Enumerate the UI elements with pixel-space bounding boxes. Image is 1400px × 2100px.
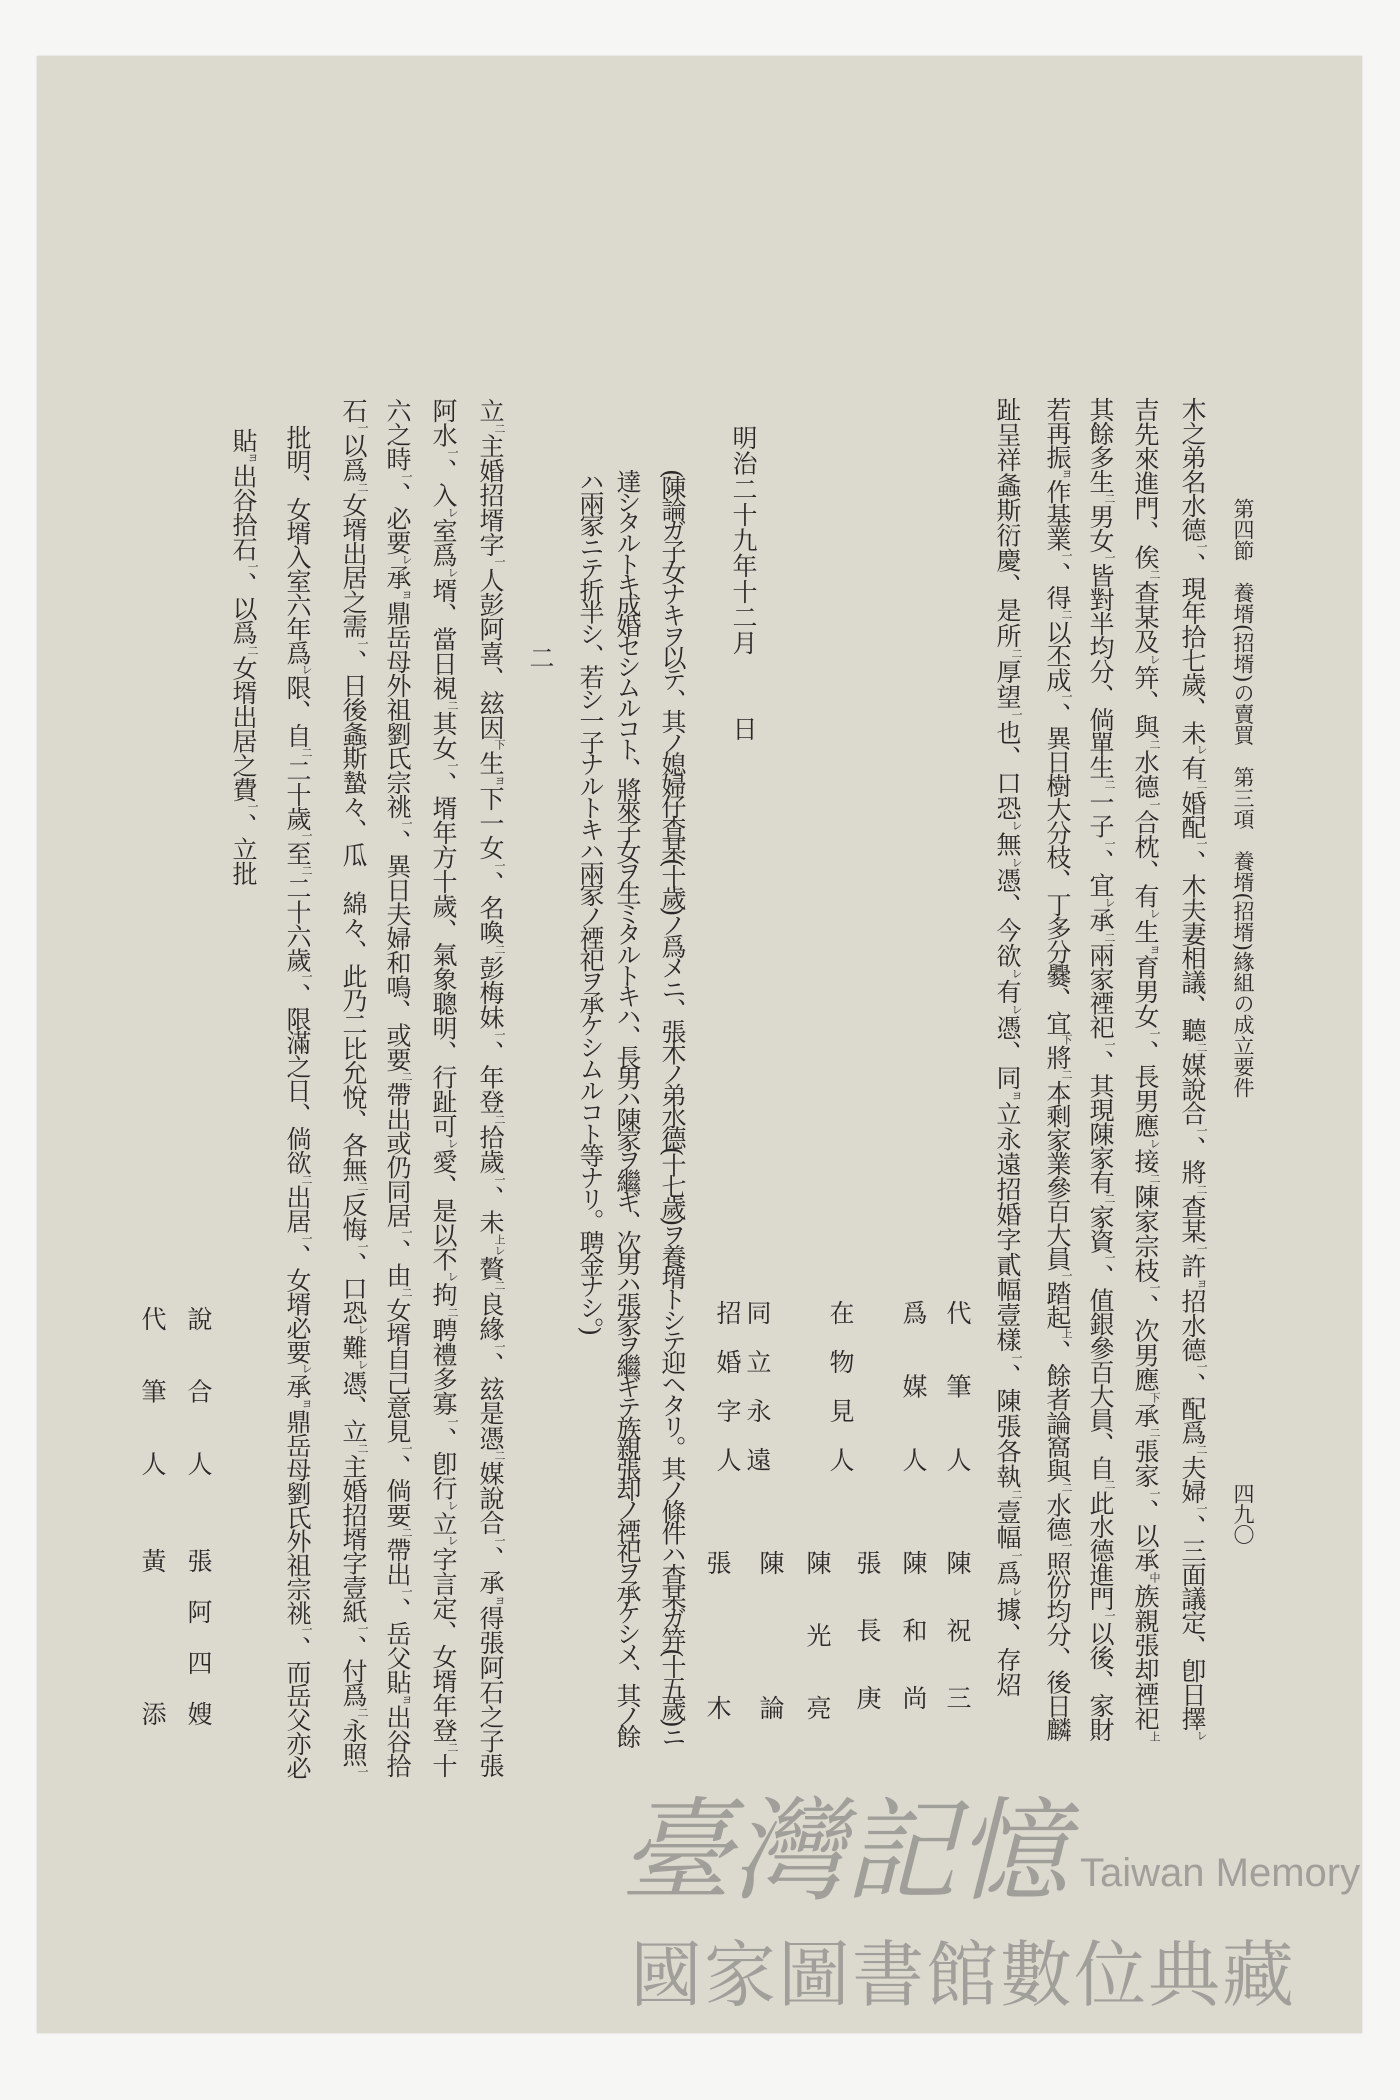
signatory-name-groom-party: 張木	[703, 1550, 732, 1840]
kunten-mark: レ	[1195, 744, 1208, 756]
kunten-mark: レ	[446, 1137, 459, 1149]
kunten-mark: 二	[1195, 779, 1208, 791]
kunten-mark: 二	[356, 481, 369, 493]
kunten-mark: 一	[493, 556, 506, 568]
kunten-mark: 一	[356, 422, 369, 434]
kunten-mark: レ	[446, 1271, 459, 1283]
signatory-name-matchmaker-2: 張長庚	[853, 1550, 882, 1753]
taiwan-memory-watermark-logo: 臺灣記憶	[620, 1787, 1068, 1917]
kunten-mark: 二	[1195, 1183, 1208, 1195]
kunten-mark: 二	[246, 644, 259, 656]
kunten-mark: 上	[1060, 1328, 1073, 1340]
kunten-mark: 一	[300, 1624, 313, 1636]
page-number: 四九〇	[1231, 1483, 1255, 1545]
kunten-mark: 一	[400, 1585, 413, 1597]
kunten-mark: 一	[1148, 1028, 1161, 1040]
kunten-mark: 二	[1148, 1427, 1161, 1439]
taiwan-memory-watermark-english: Taiwan Memory	[1080, 1851, 1361, 1895]
kunten-mark: 一	[1195, 1502, 1208, 1514]
kunten-mark: レ	[1148, 1137, 1161, 1149]
kunten-mark: レ	[1010, 820, 1023, 832]
kunten-mark: 一	[1103, 1252, 1116, 1264]
signatory-name-co-party: 陳論	[756, 1550, 785, 1840]
kunten-mark: 二	[1148, 1173, 1161, 1185]
kunten-mark: 二	[493, 944, 506, 956]
kunten-mark: 二	[1195, 1041, 1208, 1053]
kunten-mark: 一	[1010, 1352, 1023, 1364]
signatory-name-matchmaker: 陳和尚	[899, 1550, 928, 1753]
kunten-mark: レ	[1103, 896, 1116, 908]
kunten-mark: 上	[1148, 1730, 1161, 1742]
kunten-mark: 二	[356, 1706, 369, 1718]
kunten-mark: 二	[400, 1071, 413, 1083]
scanned-book-page	[37, 56, 1362, 2033]
kunten-mark: ヨ	[493, 1594, 506, 1606]
kunten-mark: 一	[1148, 798, 1161, 810]
kunten-mark: ヨ	[1195, 1277, 1208, 1289]
national-library-watermark: 國家圖書館數位典藏	[630, 1933, 1297, 2017]
kunten-mark: 一	[1148, 1487, 1161, 1499]
kunten-mark: 一	[1195, 1124, 1208, 1136]
kunten-mark: ヨ	[1010, 1090, 1023, 1102]
kunten-mark: 二	[493, 1113, 506, 1125]
kunten-mark: 二	[1148, 738, 1161, 750]
signatory-role-groom-party: 招婚字人	[713, 1300, 742, 1496]
kunten-mark: 二	[1060, 1068, 1073, 1080]
contract-one-line-2: 吉先來進門、俟二查某及レ笄、與二水德一合枕、有レ生ヨ育男女一、長男應レ接二陳家宗枝一、次男應下承二張家一、以承中族親張却禋祀上	[1131, 397, 1161, 1742]
contract-two-rider-line-2: 貼ヨ出谷拾石一、以爲二女壻出居之費一、立批	[229, 428, 259, 886]
kunten-mark: 二	[356, 1442, 369, 1454]
kunten-mark: ヨ	[400, 1693, 413, 1705]
kunten-mark: 一	[1060, 550, 1073, 562]
kunten-mark: 二	[1010, 647, 1023, 659]
kunten-mark: 二	[1103, 1479, 1116, 1491]
document-number: 二	[526, 645, 555, 670]
kunten-mark: レ	[1148, 907, 1161, 919]
kunten-mark: 一	[400, 1442, 413, 1454]
kunten-mark: 一	[300, 829, 313, 841]
kunten-mark: 二	[1103, 1193, 1116, 1205]
kunten-mark: レ	[446, 1535, 459, 1547]
contract-two-line-1: 立二主婚招壻字一人彭阿喜、玆因下生ヨ下一女一、名喚二彭梅妹一、年登二拾歲一、未上レ贅二良緣一、玆是憑二媒說合一、承ヨ得張阿石之子張	[476, 398, 506, 1778]
kunten-mark: 一	[356, 637, 369, 649]
editorial-note-line-2: 達シタルトキ成婚セシムルコト、將來子女ヲ生ミタルトキハ、長男ハ陳家ヲ繼ギ、次男ハ張家ヲ繼ギテ族親張却ノ禋祀ヲ承ケシメ、其ノ餘	[613, 469, 642, 1745]
kunten-mark: 二	[300, 864, 313, 876]
kunten-mark: 二	[446, 1306, 459, 1318]
kunten-mark: 一	[493, 859, 506, 871]
kunten-mark: 一	[400, 1227, 413, 1239]
kunten-mark: 二	[446, 700, 459, 712]
kunten-mark: 一	[246, 560, 259, 572]
kunten-mark: 一	[356, 1240, 369, 1252]
signatory-role-witness: 在物見人	[826, 1300, 855, 1496]
kunten-mark: 一	[1103, 837, 1116, 849]
kunten-mark: 一	[1060, 1540, 1073, 1551]
editorial-note-line-3: ハ兩家ニテ折半シ、若シ一子ナルトキハ兩家ノ禋祀ヲ承ケシムルコト等ナリ。聘金ナシ。)	[576, 469, 605, 1333]
contract-one-line-1: 木之弟名水德一、現年拾七歲、未レ有二婚配一、木夫妻相議、聽二媒說合一、將二查某一許ヨ招水德一、配爲二夫婦一、三面議定、卽日擇レ	[1178, 397, 1208, 1742]
contract-one-line-5: 趾呈祥螽斯衍慶、是所二厚望一也、口恐レ無レ憑、今欲レ有レ憑、同ヨ立永遠招婚字貳幅壹樣一、陳張各執二壹幅一爲レ據、存炤	[993, 397, 1023, 1698]
kunten-mark: 二	[400, 1526, 413, 1538]
kunten-mark: ヨ	[246, 452, 259, 464]
kunten-mark: 一	[1103, 1038, 1116, 1050]
kunten-mark: 一	[446, 760, 459, 771]
kunten-mark: レ	[1010, 1585, 1023, 1597]
signatory-name-witness: 陳光亮	[803, 1550, 832, 1768]
kunten-mark: レ	[300, 664, 313, 676]
kunten-mark: 一	[356, 1623, 369, 1635]
kunten-mark: 一	[400, 470, 413, 482]
signatory-name-scribe-two: 黃添	[138, 1548, 167, 1854]
kunten-mark: 一	[1195, 1360, 1208, 1372]
kunten-mark: 一	[1060, 1269, 1073, 1281]
contract-date-day: 日	[729, 716, 758, 741]
kunten-mark: 下	[1060, 1034, 1073, 1046]
contract-two-line-3: 六之時一、必要レ承ヨ鼎岳母外祖劉氏宗祧一、異日夫婦和鳴、或要二帶出或仍同居一、由二女壻自己意見一、倘要二帶出一、岳父貼ヨ出谷拾	[383, 398, 413, 1778]
kunten-mark: 二	[1103, 492, 1116, 504]
kunten-mark: ヨ	[300, 1398, 313, 1410]
contract-two-line-2: 阿水一、入レ室爲レ壻、當日視二其女一、壻年方十歲、氣象聰明、行趾可レ愛、是以不レ拘二聘禮多寡一、卽行レ立レ字言定、女壻年登二十	[429, 398, 459, 1778]
signatory-role-co-party: 同立永遠	[743, 1300, 772, 1496]
kunten-mark: レ	[1010, 856, 1023, 868]
kunten-mark: レ	[400, 554, 413, 566]
kunten-mark: 二	[493, 1280, 506, 1292]
contract-two-rider-line-1: 批明、女壻入室六年爲レ限、自二二十歲一至二二十六歲一、限滿之日、倘欲二出居一、女壻必要レ承ヨ鼎岳母劉氏外祖宗祧一、而岳父亦必	[283, 425, 313, 1779]
kunten-mark: 一	[446, 446, 459, 458]
kunten-mark: 一	[1010, 1549, 1023, 1561]
contract-one-line-4: 若再振ヨ作基業一、得二以丕成一、異日樹大分枝、丁多分爨、宜下將二本剩家業參百大員一踏起上、餘者論窩與二水德一照份均分、後日麟	[1043, 397, 1073, 1741]
kunten-mark: 二	[1060, 1481, 1073, 1493]
kunten-mark: レ	[1148, 653, 1161, 665]
kunten-mark: レ	[300, 1363, 313, 1375]
kunten-mark: ヨ	[1148, 943, 1161, 955]
kunten-mark: レ	[1010, 1003, 1023, 1015]
contract-two-line-4: 石一以爲二女壻出居之需一、日後螽斯蟄々、瓜 綿々、此乃二比允悅、各無二反悔一、口恐レ難レ憑、立二主婚招壻字壹紙一、付爲二永照一	[339, 398, 369, 1778]
kunten-mark: 二	[1103, 931, 1116, 943]
kunten-mark: 二	[356, 1181, 369, 1193]
kunten-mark: 一	[246, 801, 259, 813]
kunten-mark: 一	[1195, 1242, 1208, 1254]
kunten-mark: 二	[1010, 1488, 1023, 1500]
contract-date: 明治二十九年十二月	[729, 425, 758, 656]
signatory-name-scribe: 陳祝三	[943, 1550, 972, 1753]
kunten-mark: レ	[1195, 1730, 1208, 1742]
kunten-mark: 一	[493, 1340, 506, 1352]
kunten-mark: 一	[1060, 691, 1073, 703]
kunten-mark: レ	[356, 1359, 369, 1371]
kunten-mark: 一	[1195, 838, 1208, 850]
kunten-mark: 一	[493, 1028, 506, 1040]
kunten-mark: 中	[1148, 1572, 1161, 1584]
kunten-mark: 一	[300, 1232, 313, 1244]
kunten-mark: 二	[1103, 778, 1116, 790]
kunten-mark: 二	[1060, 608, 1073, 620]
kunten-mark: 一	[446, 1415, 459, 1427]
kunten-mark: 二	[493, 422, 506, 434]
kunten-mark: 二	[1195, 1443, 1208, 1455]
kunten-mark: 一	[1148, 1282, 1161, 1294]
editorial-note-line-1: (陳論ガ子女ナキヲ以テ、其ノ媳婦仔查某(十歲)ノ爲メニ、張木ノ弟水德(十七歲)ヲ養壻トシテ迎ヘタリ。其ノ條件ハ查某ガ笄(十五歲)ニ	[658, 469, 687, 1746]
kunten-mark: ヨ	[1060, 468, 1073, 480]
kunten-mark: レ	[446, 1499, 459, 1511]
kunten-mark: レ	[1010, 967, 1023, 979]
kunten-mark: 一	[1010, 709, 1023, 721]
kunten-mark: 一	[356, 1766, 369, 1778]
kunten-mark: レ	[446, 566, 459, 578]
kunten-mark: 一	[1103, 551, 1116, 563]
signatory-role-matchmaker: 爲媒人	[899, 1300, 928, 1521]
kunten-mark: 下	[493, 739, 506, 751]
signatory-name-go-between: 張阿四嫂	[184, 1548, 213, 1752]
kunten-mark: 一	[1195, 541, 1208, 553]
signatory-role-scribe: 代筆人	[943, 1300, 972, 1521]
kunten-mark: 二	[300, 1173, 313, 1185]
signatory-role-scribe-two: 代筆人	[138, 1306, 167, 1524]
kunten-mark: レ	[446, 506, 459, 518]
kunten-mark: 二	[300, 746, 313, 758]
kunten-mark: 一	[493, 1534, 506, 1546]
kunten-mark: ヨ	[400, 589, 413, 601]
kunten-mark: 上レ	[493, 1233, 506, 1256]
kunten-mark: ヨ	[493, 774, 506, 786]
contract-one-line-3: 其餘多生二男女一皆對半均分、倘單生二一子一、宜レ承二兩家禋祀一、其現陳家有二家資一、值銀參百大員、自二此水德進門一以後、家財	[1086, 397, 1116, 1742]
running-title: 第四節 養壻(招壻)の賣買 第三項 養壻(招壻)緣組の成立要件	[1231, 498, 1255, 1098]
kunten-mark: 二	[1148, 569, 1161, 581]
signatory-role-go-between: 說合人	[184, 1306, 213, 1524]
kunten-mark: 一	[493, 1173, 506, 1185]
kunten-mark: 下	[1148, 1391, 1161, 1403]
kunten-mark: レ	[356, 1324, 369, 1336]
kunten-mark: 一	[300, 971, 313, 983]
kunten-mark: 一	[1103, 1610, 1116, 1622]
kunten-mark: 二	[493, 1449, 506, 1461]
kunten-mark: 二	[446, 1742, 459, 1754]
kunten-mark: 一	[400, 818, 413, 830]
kunten-mark: 二	[400, 1286, 413, 1298]
